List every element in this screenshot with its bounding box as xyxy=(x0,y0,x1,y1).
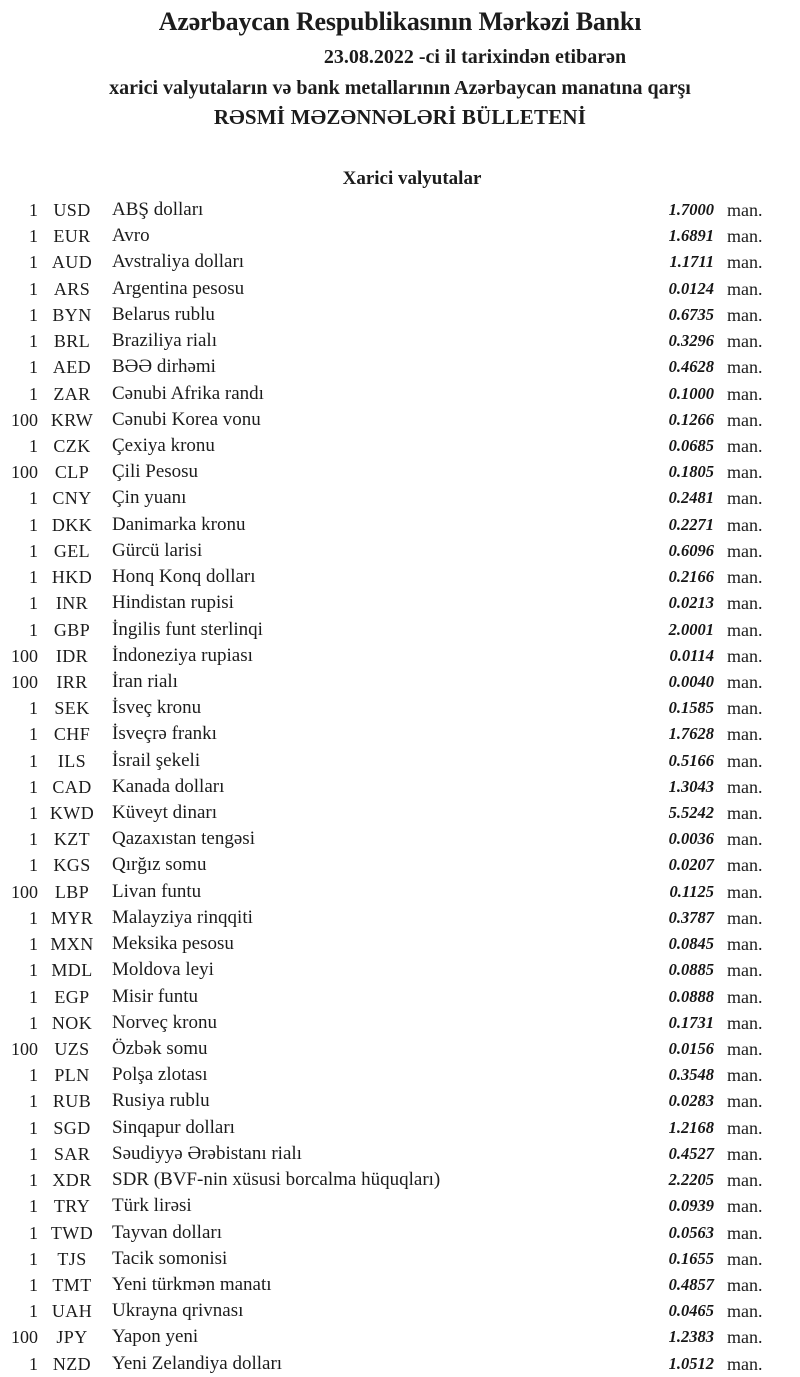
rate-row xyxy=(0,1036,800,1062)
rate-qty: 1 xyxy=(29,934,38,955)
rate-unit: man. xyxy=(727,226,763,247)
currency-name: Polşa zlotası xyxy=(112,1064,208,1086)
currency-name: İndoneziya rupiası xyxy=(112,644,253,666)
rate-qty: 100 xyxy=(11,645,38,666)
currency-code: CLP xyxy=(54,462,90,483)
rate-unit: man. xyxy=(727,540,763,561)
rate-qty: 100 xyxy=(11,462,38,483)
currency-name: İsrail şekeli xyxy=(112,749,201,771)
currency-code: KWD xyxy=(49,803,95,824)
rate-row xyxy=(0,957,800,983)
rate-qty: 1 xyxy=(29,960,38,981)
rate-row xyxy=(0,931,800,957)
rate-value: 0.0563 xyxy=(668,1222,714,1242)
rate-value: 0.6735 xyxy=(668,304,714,324)
rate-value: 0.4527 xyxy=(668,1143,714,1163)
currency-code: RUB xyxy=(52,1091,92,1112)
rate-unit: man. xyxy=(727,1222,763,1243)
currency-code: AED xyxy=(52,357,92,378)
currency-name: İsveç kronu xyxy=(112,697,202,719)
currency-name: Hindistan rupisi xyxy=(112,592,234,614)
rate-qty: 1 xyxy=(29,1065,38,1086)
currency-name: Çin yuanı xyxy=(112,487,187,509)
currency-code: UZS xyxy=(54,1039,90,1059)
rate-unit: man. xyxy=(727,1248,763,1269)
rate-unit: man. xyxy=(727,698,763,719)
rate-unit: man. xyxy=(727,750,763,771)
rate-row xyxy=(0,407,800,433)
rate-row xyxy=(0,1351,800,1377)
rate-qty: 1 xyxy=(29,724,38,745)
currency-code: IDR xyxy=(55,645,89,666)
rate-value: 1.1711 xyxy=(669,252,714,272)
currency-name: İngilis funt sterlinqi xyxy=(112,618,263,640)
rate-qty: 1 xyxy=(29,383,38,404)
currency-name: Gürcü larisi xyxy=(112,539,203,561)
currency-name: Braziliya rialı xyxy=(112,330,217,352)
rate-value: 1.3043 xyxy=(668,776,714,796)
rate-value: 0.0939 xyxy=(668,1196,714,1216)
rate-qty: 1 xyxy=(29,1196,38,1217)
rate-value: 0.0283 xyxy=(668,1091,714,1111)
currency-code: CHF xyxy=(53,724,91,745)
rate-qty: 100 xyxy=(11,671,38,692)
currency-code: ARS xyxy=(53,278,91,299)
currency-name: Meksika pesosu xyxy=(112,933,234,955)
rate-unit: man. xyxy=(727,278,763,299)
rate-value: 0.0156 xyxy=(668,1039,714,1058)
currency-code: IRR xyxy=(56,671,88,692)
effective-date-line: 23.08.2022 -ci il tarixindən etibarən xyxy=(323,46,627,68)
rate-row xyxy=(0,1324,800,1350)
rate-qty: 1 xyxy=(29,593,38,614)
rate-unit: man. xyxy=(727,1170,763,1191)
rate-row xyxy=(0,774,800,800)
currency-name: Malayziya rinqqiti xyxy=(112,906,253,928)
rate-value: 0.1805 xyxy=(668,462,714,482)
rate-unit: man. xyxy=(727,1301,763,1322)
rate-value: 0.1266 xyxy=(668,409,714,429)
document-header xyxy=(0,0,800,129)
currency-name: Rusiya rublu xyxy=(112,1090,210,1112)
rate-value: 0.0036 xyxy=(668,829,714,849)
rate-qty: 100 xyxy=(11,881,38,902)
currency-code: JPY xyxy=(56,1327,88,1348)
rate-qty: 1 xyxy=(29,698,38,719)
rate-qty: 1 xyxy=(29,1274,38,1295)
rate-row xyxy=(0,1167,800,1193)
currency-code: SAR xyxy=(53,1143,91,1164)
rate-unit: man. xyxy=(727,907,763,928)
rate-qty: 1 xyxy=(29,304,38,325)
currency-code: TRY xyxy=(53,1196,91,1217)
rate-unit: man. xyxy=(727,357,763,378)
rate-value: 5.5242 xyxy=(668,803,714,823)
rate-qty: 1 xyxy=(29,331,38,352)
rate-value: 1.2383 xyxy=(668,1327,714,1347)
currency-name: Kanada dolları xyxy=(112,775,225,797)
currency-name: Norveç kronu xyxy=(112,1011,217,1033)
rate-value: 0.3548 xyxy=(668,1065,714,1085)
section-heading-foreign-currencies: Xarici valyutalar xyxy=(342,168,482,189)
rate-row xyxy=(0,1220,800,1246)
rate-row xyxy=(0,459,800,485)
rate-row xyxy=(0,512,800,538)
rate-row xyxy=(0,223,800,249)
scope-line: xarici valyutaların və bank metallarının Azərbaycan manatına qarşı xyxy=(109,77,691,99)
rate-value: 0.1731 xyxy=(668,1012,714,1032)
rate-qty: 1 xyxy=(29,252,38,273)
currency-name: Səudiyyə Ərəbistanı rialı xyxy=(112,1142,302,1164)
rate-unit: man. xyxy=(727,200,763,220)
currency-name: Çili Pesosu xyxy=(112,461,199,483)
rate-unit: man. xyxy=(727,1091,763,1112)
rate-unit: man. xyxy=(727,462,763,483)
rate-qty: 1 xyxy=(29,855,38,876)
rate-row xyxy=(0,1246,800,1272)
rate-qty: 1 xyxy=(29,1353,38,1374)
currency-name: Yapon yeni xyxy=(112,1326,199,1348)
rate-qty: 1 xyxy=(29,776,38,797)
currency-code: NOK xyxy=(51,1012,93,1033)
rate-value: 1.6891 xyxy=(668,226,714,246)
currency-name: İsveçrə frankı xyxy=(112,723,217,745)
rate-value: 0.0213 xyxy=(668,593,714,613)
rate-unit: man. xyxy=(727,1039,763,1059)
rate-value: 0.3296 xyxy=(668,331,714,351)
currency-code: MYR xyxy=(50,907,94,928)
rate-qty: 1 xyxy=(29,803,38,824)
rate-row xyxy=(0,590,800,616)
rate-row xyxy=(0,879,800,905)
rate-row xyxy=(0,381,800,407)
currency-name: Cənubi Afrika randı xyxy=(112,382,264,404)
rate-row xyxy=(0,748,800,774)
rate-qty: 1 xyxy=(29,1222,38,1243)
currency-name: ABŞ dolları xyxy=(112,199,204,220)
currency-name: Argentina pesosu xyxy=(112,277,245,299)
rate-value: 0.5166 xyxy=(668,750,714,770)
currency-name: Livan funtu xyxy=(112,880,202,902)
rate-row xyxy=(0,302,800,328)
currency-code: LBP xyxy=(54,881,90,902)
rate-row xyxy=(0,826,800,852)
currency-code: EUR xyxy=(53,226,91,247)
rate-qty: 1 xyxy=(29,540,38,561)
rate-row xyxy=(0,905,800,931)
rate-qty: 1 xyxy=(29,278,38,299)
rate-value: 1.0512 xyxy=(668,1353,714,1373)
rate-qty: 1 xyxy=(29,1143,38,1164)
rate-row xyxy=(0,485,800,511)
rate-row xyxy=(0,328,800,354)
rate-row xyxy=(0,1193,800,1219)
currency-code: HKD xyxy=(51,567,93,588)
rate-unit: man. xyxy=(727,593,763,614)
rate-row xyxy=(0,800,800,826)
rate-unit: man. xyxy=(727,724,763,745)
rate-qty: 1 xyxy=(29,226,38,247)
rate-value: 1.7628 xyxy=(668,724,714,744)
rate-row xyxy=(0,197,800,223)
currency-code: MXN xyxy=(50,934,94,955)
rate-value: 0.0465 xyxy=(668,1301,714,1321)
rate-unit: man. xyxy=(727,1117,763,1138)
rate-unit: man. xyxy=(727,960,763,981)
currency-code: AUD xyxy=(51,252,93,273)
currency-name: Yeni Zelandiya dolları xyxy=(112,1352,283,1374)
rate-row xyxy=(0,669,800,695)
rate-value: 0.4628 xyxy=(668,357,714,377)
rate-unit: man. xyxy=(727,1327,763,1348)
rate-unit: man. xyxy=(727,934,763,955)
rate-row xyxy=(0,538,800,564)
rate-unit: man. xyxy=(727,986,763,1007)
currency-code: GBP xyxy=(53,619,91,640)
rate-row xyxy=(0,433,800,459)
currency-code: PLN xyxy=(54,1065,90,1086)
rates-table xyxy=(0,197,800,1377)
rate-unit: man. xyxy=(727,645,763,666)
currency-code: ILS xyxy=(57,750,87,771)
currency-name: Özbək somu xyxy=(112,1038,208,1059)
currency-code: INR xyxy=(55,593,89,614)
currency-code: XDR xyxy=(52,1170,92,1191)
rate-qty: 1 xyxy=(29,750,38,771)
rate-value: 0.0888 xyxy=(668,986,714,1006)
rate-unit: man. xyxy=(727,829,763,850)
currency-name: Küveyt dinarı xyxy=(112,802,218,824)
currency-name: Danimarka kronu xyxy=(112,513,246,535)
rate-value: 0.2166 xyxy=(668,567,714,587)
rate-row xyxy=(0,1115,800,1141)
rate-unit: man. xyxy=(727,671,763,692)
currency-code: TWD xyxy=(50,1222,94,1243)
rate-unit: man. xyxy=(727,803,763,824)
rate-unit: man. xyxy=(727,776,763,797)
currency-code: KZT xyxy=(53,829,91,850)
currency-name: Cənubi Korea vonu xyxy=(112,408,261,430)
rate-row xyxy=(0,1010,800,1036)
rate-qty: 1 xyxy=(29,1091,38,1112)
rate-value: 0.6096 xyxy=(668,540,714,560)
rate-row xyxy=(0,721,800,747)
currency-code: ZAR xyxy=(53,383,91,404)
rate-unit: man. xyxy=(727,304,763,325)
currency-code: BYN xyxy=(52,304,92,325)
rate-value: 0.2481 xyxy=(668,488,714,508)
currency-name: Honq Konq dolları xyxy=(112,566,256,588)
rate-unit: man. xyxy=(727,252,763,273)
currency-name: Qırğız somu xyxy=(112,854,207,876)
rate-unit: man. xyxy=(727,331,763,352)
rate-unit: man. xyxy=(727,1065,763,1086)
currency-name: Misir funtu xyxy=(112,985,199,1007)
rate-unit: man. xyxy=(727,435,763,456)
rate-unit: man. xyxy=(727,409,763,430)
rate-value: 0.0685 xyxy=(668,435,714,455)
rate-row xyxy=(0,1272,800,1298)
currency-name: Tacik somonisi xyxy=(112,1247,228,1269)
currency-code: UAH xyxy=(51,1301,93,1322)
rate-value: 0.0124 xyxy=(668,278,714,298)
rate-unit: man. xyxy=(727,1143,763,1164)
rate-unit: man. xyxy=(727,881,763,902)
rate-value: 1.2168 xyxy=(668,1117,714,1137)
currency-name: Qazaxıstan tengəsi xyxy=(112,828,255,850)
currency-name: İran rialı xyxy=(112,670,178,692)
rate-value: 0.1585 xyxy=(668,698,714,718)
rate-qty: 1 xyxy=(29,1012,38,1033)
rate-qty: 1 xyxy=(29,619,38,640)
currency-name: Avstraliya dolları xyxy=(112,251,245,273)
currency-code: CAD xyxy=(52,776,92,797)
currency-code: NZD xyxy=(52,1353,92,1374)
currency-name: Belarus rublu xyxy=(112,303,215,325)
rate-value: 0.0114 xyxy=(669,645,714,665)
currency-code: GEL xyxy=(53,540,91,561)
rate-row xyxy=(0,984,800,1010)
rate-row xyxy=(0,354,800,380)
rate-row xyxy=(0,276,800,302)
currency-code: CNY xyxy=(52,488,92,509)
rate-row xyxy=(0,1062,800,1088)
currency-code: USD xyxy=(53,200,91,220)
rate-unit: man. xyxy=(727,1353,763,1374)
rate-value: 2.2205 xyxy=(668,1170,714,1190)
rate-qty: 1 xyxy=(29,1117,38,1138)
rate-value: 1.7000 xyxy=(668,200,714,219)
currency-code: MDL xyxy=(51,960,93,981)
currency-code: BRL xyxy=(53,331,91,352)
rate-qty: 1 xyxy=(29,907,38,928)
rate-unit: man. xyxy=(727,383,763,404)
rate-value: 2.0001 xyxy=(668,619,714,639)
bank-title: Azərbaycan Respublikasının Mərkəzi Bankı xyxy=(158,7,642,36)
rate-value: 0.0885 xyxy=(668,960,714,980)
currency-name: Ukrayna qrivnası xyxy=(112,1300,244,1322)
currency-name: Moldova leyi xyxy=(112,959,214,981)
currency-name: Avro xyxy=(112,225,150,247)
rate-qty: 100 xyxy=(11,1327,38,1348)
currency-name: SDR (BVF-nin xüsusi borcalma hüquqları) xyxy=(112,1169,441,1191)
currency-code: TJS xyxy=(57,1248,87,1269)
rate-row xyxy=(0,564,800,590)
currency-code: SGD xyxy=(53,1117,91,1138)
currency-code: SEK xyxy=(54,698,90,719)
currency-name: Çexiya kronu xyxy=(112,434,215,456)
currency-name: Sinqapur dolları xyxy=(112,1116,235,1138)
rate-value: 0.3787 xyxy=(668,907,714,927)
rate-value: 0.0845 xyxy=(668,934,714,954)
rate-value: 0.4857 xyxy=(668,1274,714,1294)
rate-row xyxy=(0,1088,800,1114)
bulletin-title: RƏSMİ MƏZƏNNƏLƏRİ BÜLLETENİ xyxy=(213,105,587,129)
rate-unit: man. xyxy=(727,855,763,876)
currency-name: Tayvan dolları xyxy=(112,1221,222,1243)
currency-name: BƏƏ dirhəmi xyxy=(112,356,216,378)
rate-qty: 1 xyxy=(29,200,38,220)
rate-unit: man. xyxy=(727,567,763,588)
rate-value: 0.0207 xyxy=(668,855,714,875)
rate-unit: man. xyxy=(727,514,763,535)
rate-qty: 1 xyxy=(29,435,38,456)
rate-qty: 1 xyxy=(29,488,38,509)
rate-qty: 1 xyxy=(29,829,38,850)
rate-qty: 1 xyxy=(29,514,38,535)
rate-qty: 1 xyxy=(29,1248,38,1269)
rate-row xyxy=(0,1298,800,1324)
rate-unit: man. xyxy=(727,1196,763,1217)
rate-value: 0.1000 xyxy=(668,383,714,403)
currency-code: CZK xyxy=(53,435,91,456)
rate-row xyxy=(0,617,800,643)
rate-qty: 100 xyxy=(11,409,38,430)
rate-row xyxy=(0,249,800,275)
currency-code: DKK xyxy=(51,514,93,535)
currency-code: KRW xyxy=(50,409,94,430)
rate-qty: 1 xyxy=(29,1301,38,1322)
rate-unit: man. xyxy=(727,619,763,640)
rate-row xyxy=(0,1141,800,1167)
currency-name: Yeni türkmən manatı xyxy=(112,1273,272,1295)
rate-qty: 100 xyxy=(11,1039,38,1059)
rate-row xyxy=(0,695,800,721)
rate-value: 0.0040 xyxy=(668,671,714,691)
rate-unit: man. xyxy=(727,488,763,509)
rate-row xyxy=(0,643,800,669)
rate-unit: man. xyxy=(727,1274,763,1295)
currency-name: Türk lirəsi xyxy=(112,1195,192,1217)
rate-qty: 1 xyxy=(29,357,38,378)
rate-qty: 1 xyxy=(29,567,38,588)
rate-qty: 1 xyxy=(29,1170,38,1191)
rate-unit: man. xyxy=(727,1012,763,1033)
rate-qty: 1 xyxy=(29,986,38,1007)
currency-code: TMT xyxy=(52,1274,92,1295)
rate-value: 0.2271 xyxy=(668,514,714,534)
rate-row xyxy=(0,852,800,878)
rate-value: 0.1655 xyxy=(668,1248,714,1268)
currency-code: KGS xyxy=(53,855,91,876)
currency-code: EGP xyxy=(54,986,90,1007)
rate-value: 0.1125 xyxy=(669,881,714,901)
